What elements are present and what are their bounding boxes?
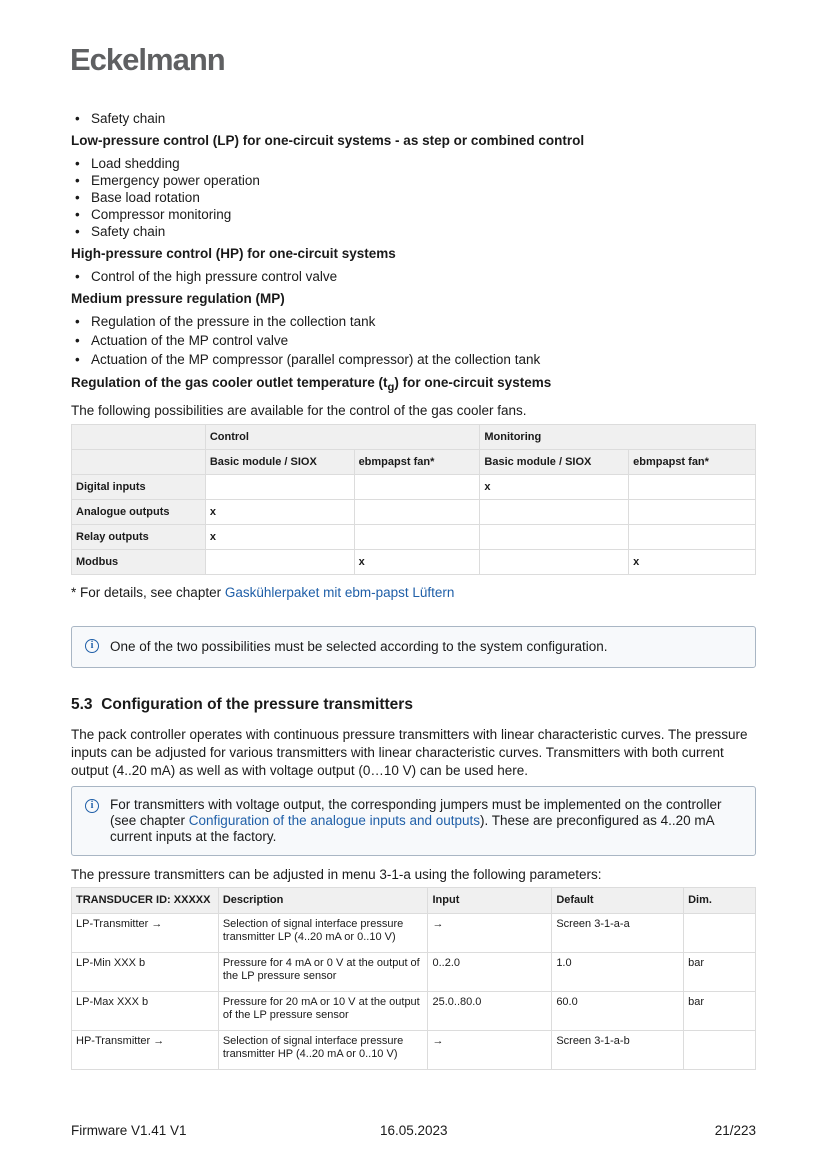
info-icon: i	[85, 799, 99, 813]
section-heading-gas-cooler: Regulation of the gas cooler outlet temperature $(t_g)$ for one-circuit systems	[71, 375, 552, 394]
list-item: • Regulation of the pressure in the collection tank	[75, 313, 756, 330]
list-item: • Control of the high pressure control valve	[75, 268, 756, 285]
analogue-io-config-link[interactable]: Configuration of the analogue inputs and outputs	[188, 812, 481, 828]
section-5-3-body: The pack controller operates with continuous pressure transmitters with linear characteristic curves. The pressure inputs can be adjusted for various transmitters with linear characteristic curves. Transmitters with both current output (4..20 mA) as well as with voltage output (0…10 V) can be used here.	[71, 726, 748, 778]
gaskuehlerpaket-link[interactable]: Gaskühlerpaket mit ebm-papst Lüftern	[224, 584, 455, 600]
table-row: Modbus x x	[72, 549, 756, 574]
list-item: • Actuation of the MP compressor (parallel compressor) at the collection tank	[75, 351, 756, 368]
table-row: Analogue outputs x	[72, 499, 756, 524]
table-group-header-row: Control Monitoring	[72, 424, 756, 449]
gas-cooler-intro: The following possibilities are available for the control of the gas cooler fans.	[71, 402, 527, 418]
lp-bullet-list	[71, 155, 756, 240]
table-header-row: TRANSDUCER ID: XXXXX Description Input Default Dim.	[72, 887, 756, 913]
gas-cooler-table	[71, 424, 756, 575]
info-icon: i	[85, 639, 99, 653]
footer-page-number: 21/223	[714, 1123, 756, 1138]
section-heading-mp: Medium pressure regulation (MP)	[71, 291, 285, 306]
list-item: • Compressor monitoring	[75, 206, 756, 223]
list-item: • Load shedding	[75, 155, 756, 172]
page-content	[71, 110, 756, 1070]
list-item: • Safety chain	[75, 110, 756, 127]
list-item: • Actuation of the MP control valve	[75, 332, 756, 349]
table-row: LP-Transmitter → Selection of signal interface pressure transmitter LP (4..20 mA or 0..10 V) → Screen 3-1-a-a	[72, 913, 756, 952]
list-item: • Safety chain	[75, 223, 756, 240]
table-row: Relay outputs x	[72, 524, 756, 549]
section-heading-lp: Low-pressure control (LP) for one-circuit systems - as step or combined control	[71, 133, 585, 148]
info-box-voltage-output: i For transmitters with voltage output, the corresponding jumpers must be implemented on the controller (see chapter Configuration of the analogue inputs and outputs). These are preconfigured as 4..20 mA current inputs at the factory.	[71, 786, 756, 856]
parameters-table-intro: The pressure transmitters can be adjusted in menu 3-1-a using the following parameters:	[71, 866, 602, 882]
table-row: Digital inputs x	[72, 474, 756, 499]
footer-date: 16.05.2023	[380, 1123, 448, 1138]
intro-bullet-list	[71, 110, 756, 127]
table-row: HP-Transmitter → Selection of signal interface pressure transmitter HP (4..20 mA or 0..10 V) → Screen 3-1-a-b	[72, 1030, 756, 1069]
footer-firmware: Firmware V1.41 V1	[71, 1123, 187, 1138]
section-heading-hp: High-pressure control (HP) for one-circuit systems	[71, 246, 396, 261]
list-item: • Base load rotation	[75, 189, 756, 206]
section-title-5-3: 5.3 Configuration of the pressure transmitters	[71, 695, 413, 713]
hp-bullet-list	[71, 268, 756, 285]
mp-bullet-list	[71, 313, 756, 368]
footnote: * For details, see chapter Gaskühlerpaket mit ebm-papst Lüftern	[71, 584, 455, 600]
table-sub-header-row: Basic module / SIOX ebmpapst fan* Basic module / SIOX ebmpapst fan*	[72, 449, 756, 474]
transducer-parameters-table	[71, 887, 756, 1070]
table-row: LP-Max XXX b Pressure for 20 mA or 10 V at the output of the LP pressure sensor 25.0..80.0 60.0 bar	[72, 991, 756, 1030]
table-row: LP-Min XXX b Pressure for 4 mA or 0 V at the output of the LP pressure sensor 0..2.0 1.0 bar	[72, 952, 756, 991]
company-logo: Eckelmann	[70, 42, 225, 77]
list-item: • Emergency power operation	[75, 172, 756, 189]
info-box-selection: i One of the two possibilities must be selected according to the system configuration.	[71, 626, 756, 668]
